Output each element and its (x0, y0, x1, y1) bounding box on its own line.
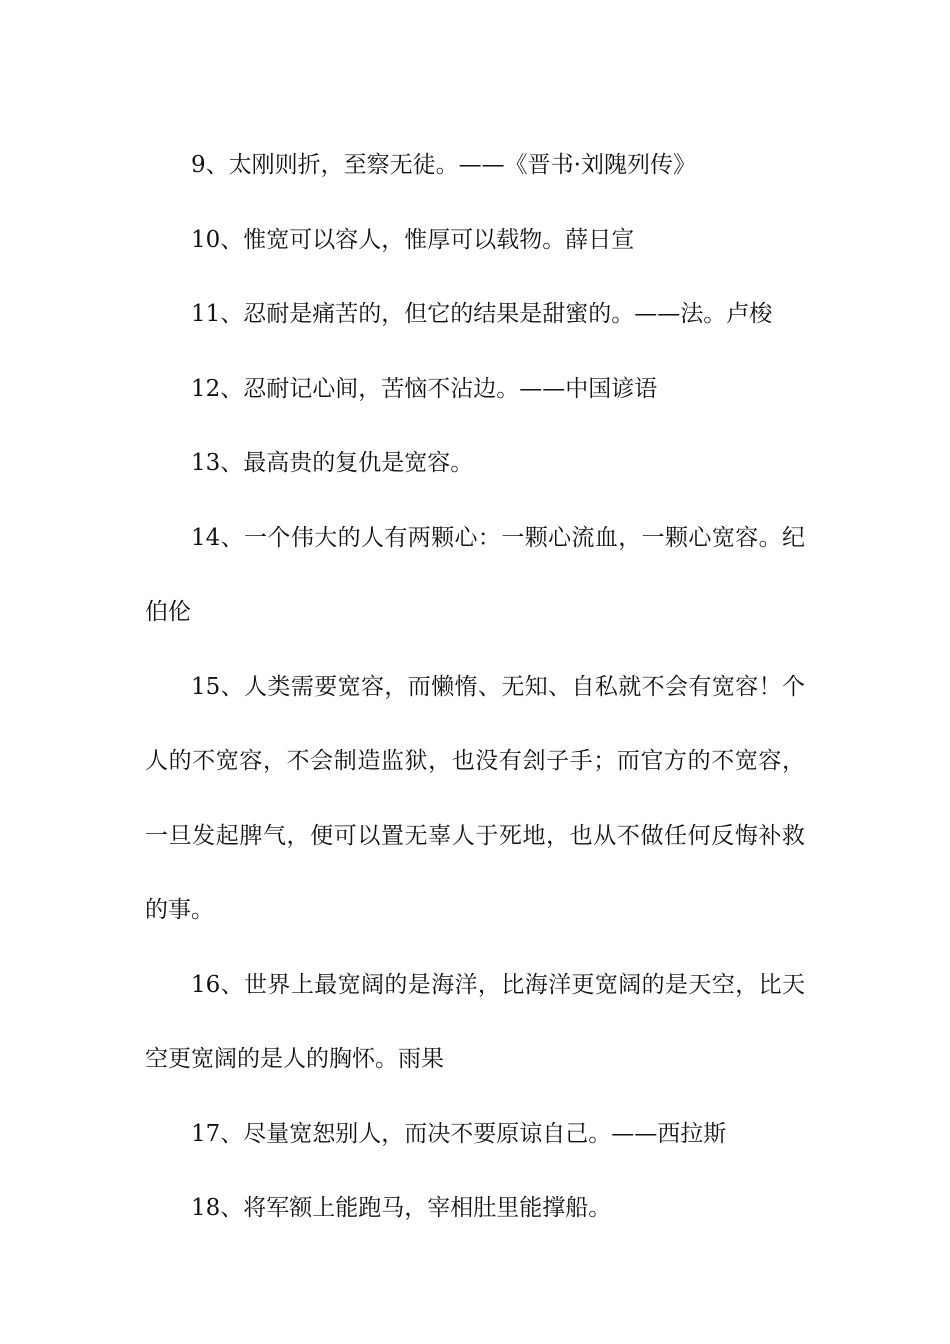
quote-paragraph-15: 15、人类需要宽容，而懒惰、无知、自私就不会有宽容！个人的不宽容，不会制造监狱，也没有刽子手；而官方的不宽容，一旦发起脾气，便可以置无辜人于死地，也从不做任何反悔补救的事。 (145, 673, 805, 923)
quote-paragraph-9: 9、太刚则折，至察无徒。——《晋书·刘隗列传》 (191, 152, 696, 178)
quote-paragraph-12: 12、忍耐记心间，苦恼不沾边。——中国谚语 (191, 375, 658, 402)
document-body (145, 128, 805, 1246)
quote-paragraph-18: 18、将军额上能跑马，宰相肚里能撑船。 (191, 1195, 612, 1221)
quote-paragraph-11: 11、忍耐是痛苦的，但它的结果是甜蜜的。——法。卢梭 (191, 301, 773, 327)
quote-paragraph-14: 14、一个伟大的人有两颗心：一颗心流血，一颗心宽容。纪伯伦 (145, 524, 805, 625)
quote-paragraph-17: 17、尽量宽恕别人，而决不要原谅自己。——西拉斯 (191, 1120, 727, 1147)
quote-paragraph-10: 10、惟宽可以容人，惟厚可以载物。薛日宣 (191, 226, 635, 253)
quote-paragraph-13: 13、最高贵的复仇是宽容。 (191, 450, 474, 476)
quote-paragraph-16: 16、世界上最宽阔的是海洋，比海洋更宽阔的是天空，比天空更宽阔的是人的胸怀。雨果 (145, 971, 805, 1072)
